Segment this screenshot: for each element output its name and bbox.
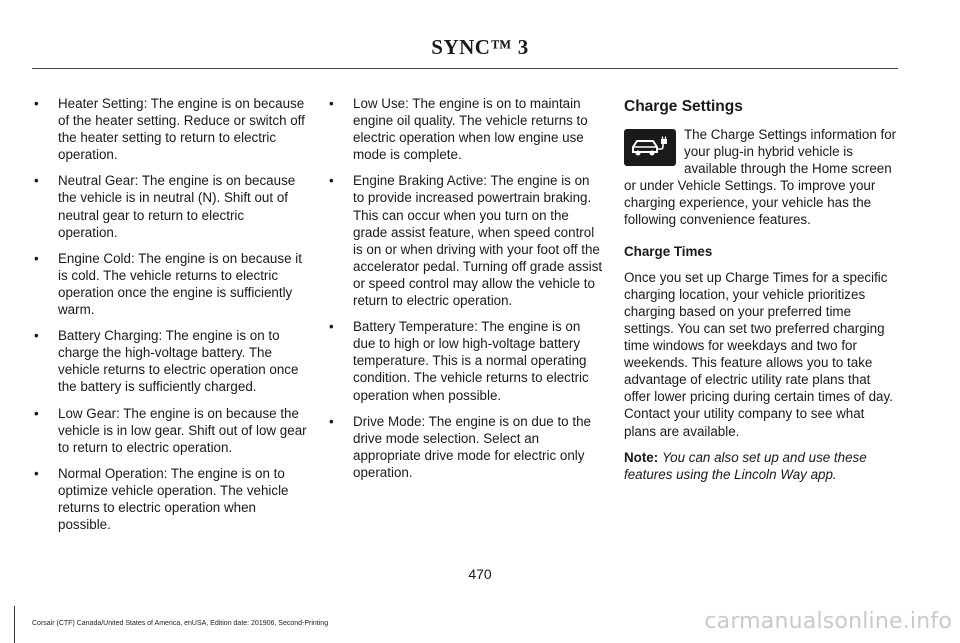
section-title-charge-settings: Charge Settings [624, 98, 743, 115]
note-paragraph [624, 449, 898, 483]
list-item: • Engine Cold: The engine is on because it is cold. The vehicle returns to electric operation once the engine is sufficiently warm. [32, 250, 307, 318]
edition-footer: Corsair (CTF) Canada/United States of America, enUSA, Edition date: 201906, Second-Printing [32, 620, 329, 627]
header-divider [32, 68, 898, 69]
list-item: • Battery Temperature: The engine is on due to high or low high-voltage battery temperature. This is a normal operating condition. The vehicle returns to electric operation when possible. [327, 318, 603, 403]
list-item: • Normal Operation: The engine is on to optimize vehicle operation. The vehicle returns to electric operation when possible. [32, 465, 307, 533]
page-header-title: SYNC™ 3 [431, 35, 529, 59]
list-item: • Engine Braking Active: The engine is on to provide increased powertrain braking. This can occur when you turn on the grade assist feature, when speed control is on or when driving with your foot off the accelerator pedal. Turning off grade assist or speed control may allow the vehicle to return to electric operation. [327, 172, 603, 309]
ev-charging-car-icon [624, 129, 676, 166]
page-number: 470 [468, 566, 492, 582]
list-item: • Heater Setting: The engine is on because of the heater setting. Reduce or switch off the heater setting to return to electric operation. [32, 95, 307, 163]
column-middle [327, 95, 603, 490]
engine-status-list-2 [327, 95, 603, 481]
charge-settings-intro-text: The Charge Settings information for your plug-in hybrid vehicle is available through the Home screen or under Vehicle Settings. To improve your charging experience, your vehicle has the following convenience features. [624, 127, 897, 228]
list-item: • Low Use: The engine is on to maintain engine oil quality. The vehicle returns to electric operation when low engine use mode is complete. [327, 95, 603, 163]
charge-times-body: Once you set up Charge Times for a specific charging location, your vehicle prioritizes charging based on your preferred time settings. You can set two preferred charging time windows for weekdays and two for weekends. This feature allows you to take advantage of electric utility rate plans that offer lower pricing during certain times of day. Contact your utility company to see what plans are available. [624, 269, 893, 439]
watermark: carmanualsonline.info [704, 609, 952, 634]
engine-status-list-1 [32, 95, 307, 533]
crop-mark [14, 606, 15, 643]
column-right [624, 95, 898, 492]
charge-settings-intro [624, 126, 898, 229]
note-text: You can also set up and use these features using the Lincoln Way app. [624, 449, 867, 482]
list-item: • Drive Mode: The engine is on due to the drive mode selection. Select an appropriate drive mode for electric only operation. [327, 413, 603, 481]
list-item: • Low Gear: The engine is on because the vehicle is in low gear. Shift out of low gear to return to electric operation. [32, 405, 307, 456]
subsection-title-charge-times: Charge Times [624, 243, 713, 259]
column-left [32, 95, 307, 542]
list-item: • Battery Charging: The engine is on to charge the high-voltage battery. The vehicle returns to electric operation once the battery is sufficiently charged. [32, 327, 307, 395]
list-item: • Neutral Gear: The engine is on because the vehicle is in neutral (N). Shift out of neutral gear to return to electric operation. [32, 172, 307, 240]
note-label: Note: [624, 449, 659, 465]
